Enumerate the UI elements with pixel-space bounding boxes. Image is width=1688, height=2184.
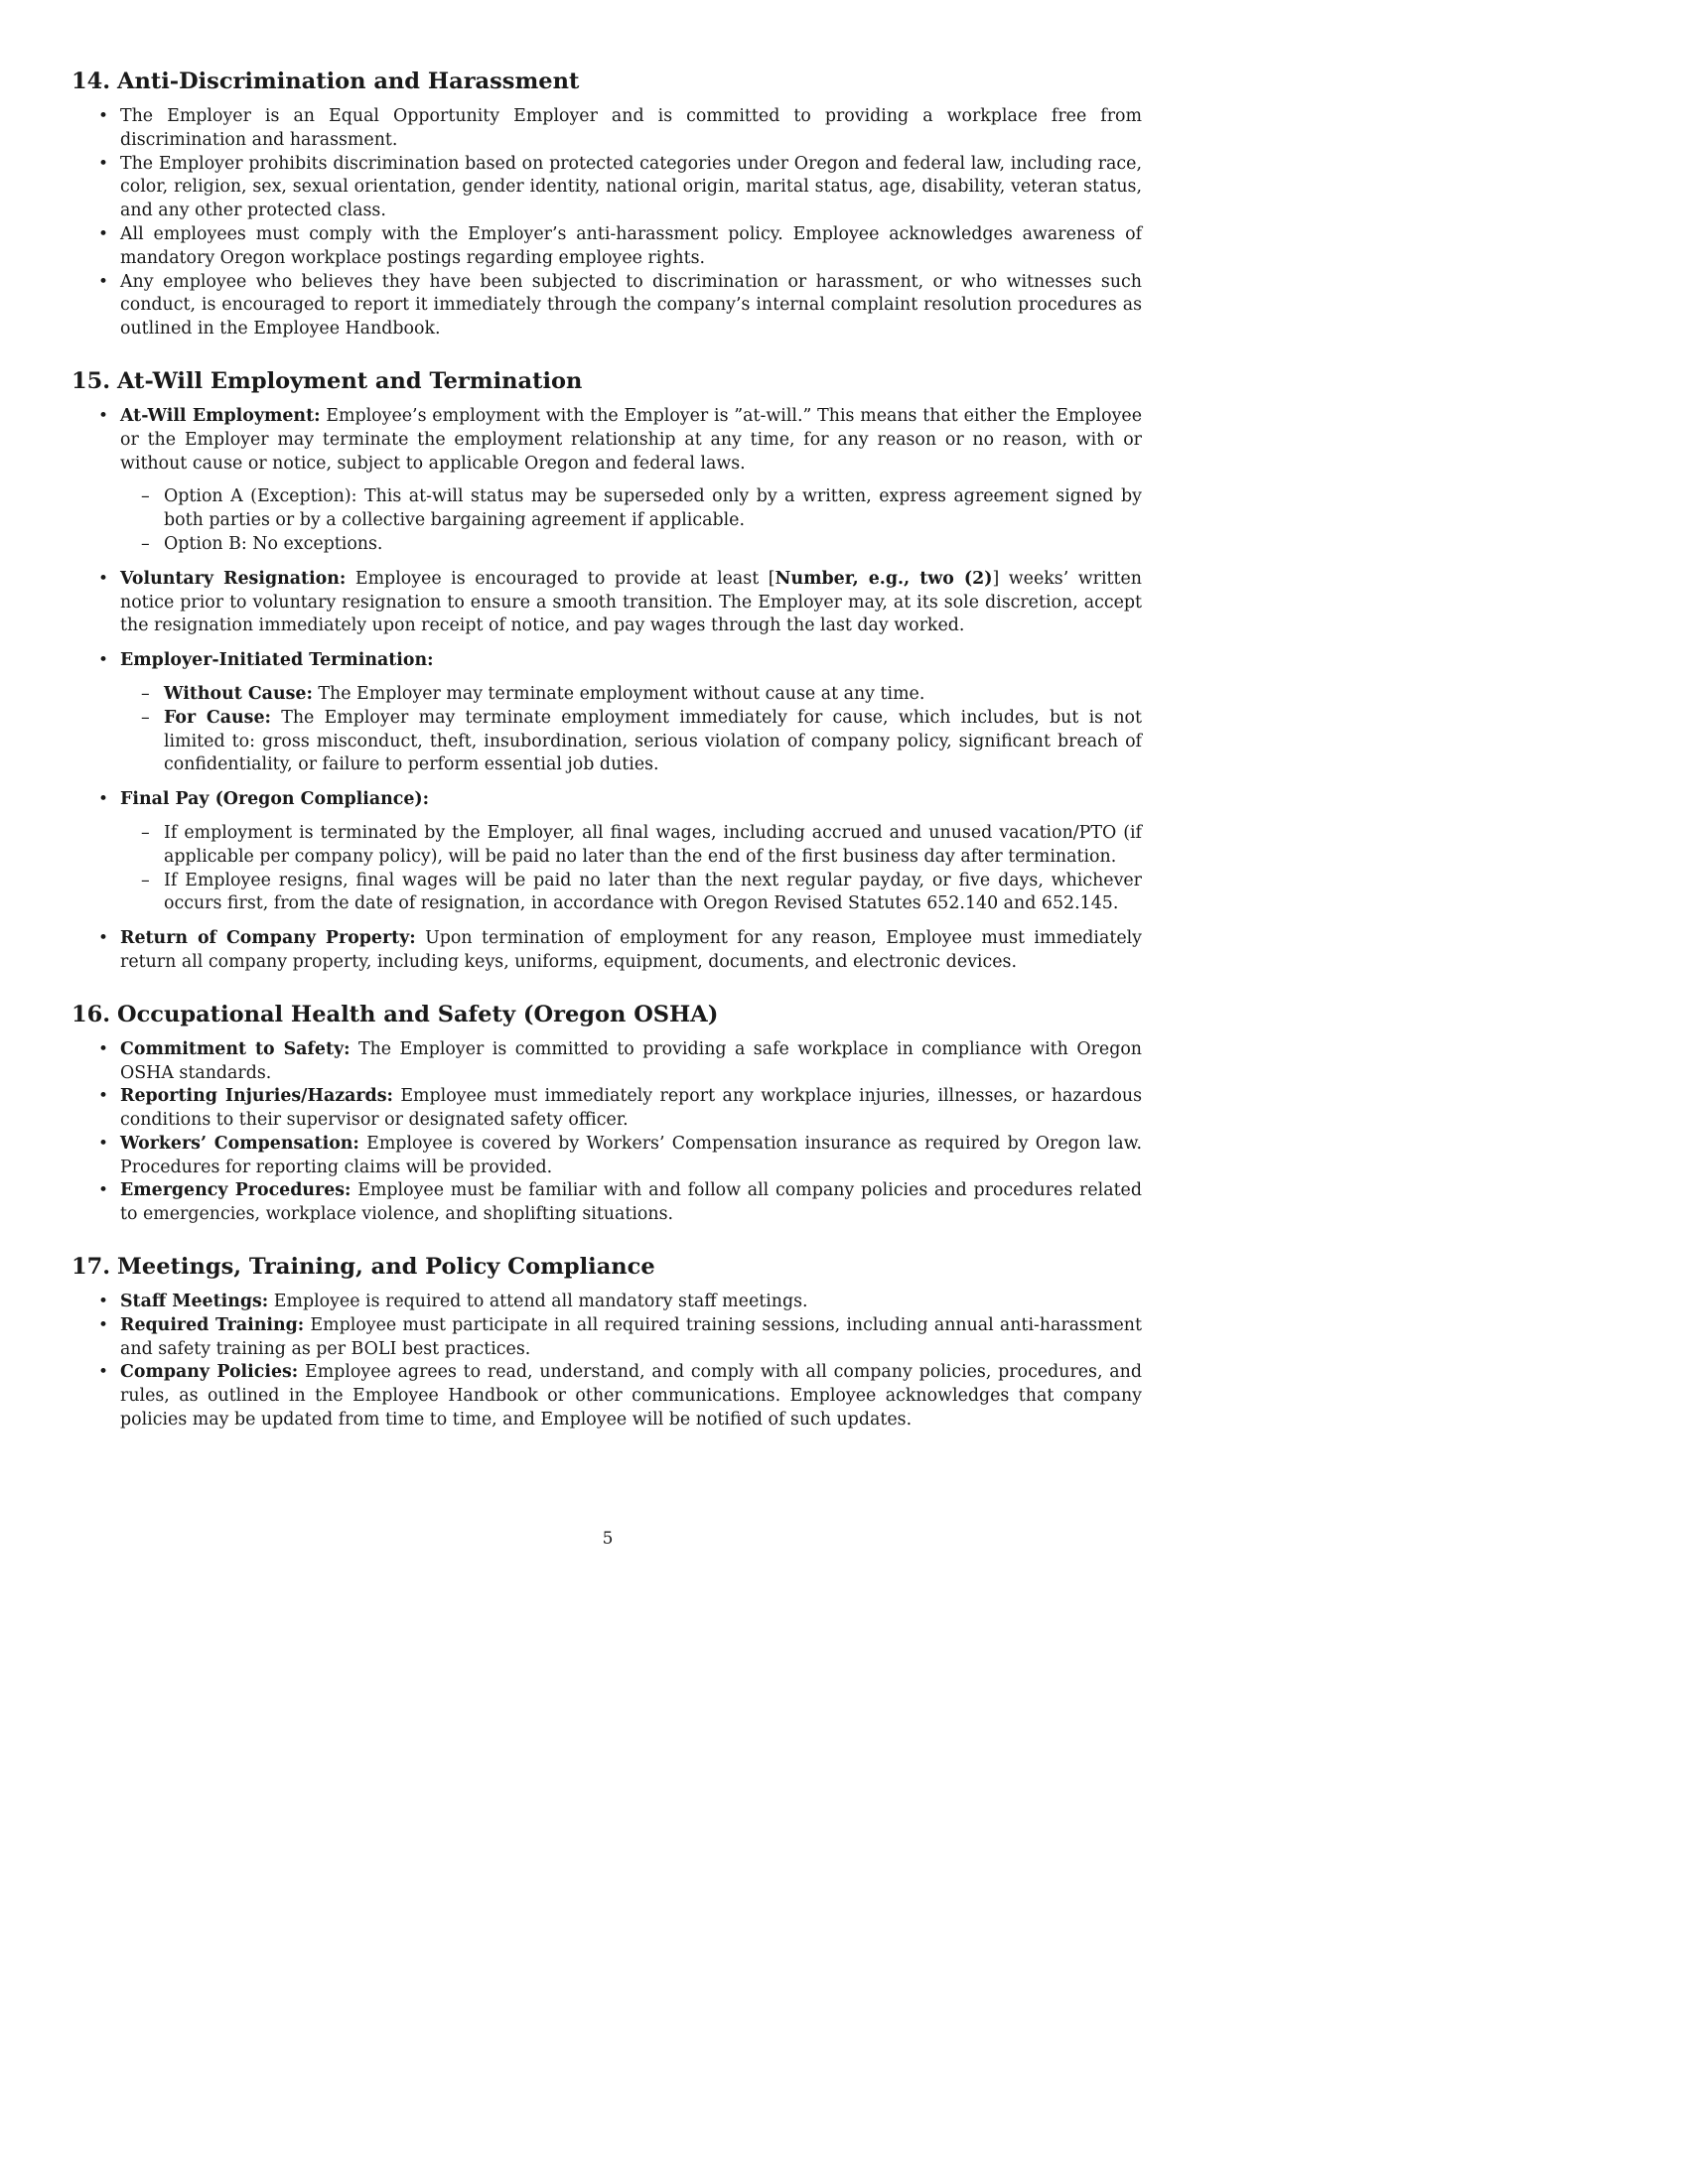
section-title: Meetings, Training, and Policy Compliance [117, 1254, 655, 1281]
section-number: 16. [71, 1001, 111, 1027]
section-title: Anti-Discrimination and Harassment [117, 68, 580, 94]
list-item: • All employees must comply with the Employer’s anti-harassment policy. Employee acknowledges awareness of mandatory Oregon workplace postings regarding employee rights. [71, 223, 1142, 271]
sub-list-item: – Option A (Exception): This at-will status may be superseded only by a written, express agreement signed by both parties or by a collective bargaining agreement if applicable. [120, 485, 1142, 533]
sub-list-item: – If Employee resigns, final wages will be paid no later than the next regular payday, or five days, whichever occurs first, from the date of resignation, in accordance with Oregon Revised Statutes 652.140 and 652.145. [120, 870, 1142, 917]
item-text: The Employer is committed to providing a safe workplace in compliance with Oregon OSHA standards. [120, 1038, 1142, 1083]
list-item: • Any employee who believes they have been subjected to discrimination or harassment, or who witnesses such conduct, is encouraged to report it immediately through the company’s internal complaint resolution procedures as outlined in the Employee Handbook. [71, 271, 1142, 341]
list-item [71, 1038, 1142, 1086]
item-label: Company Policies: [120, 1362, 299, 1383]
section-number: 17. [71, 1254, 111, 1281]
page-number: 5 [602, 1529, 614, 1549]
list-item: • The Employer prohibits discrimination based on protected categories under Oregon and federal law, including race, color, religion, sex, sexual orientation, gender identity, national origin, marital status, age, disability, veteran status, and any other protected class. [71, 153, 1142, 223]
section-14 [71, 66, 1142, 341]
item-text: Employee is encouraged to provide at least [ [346, 568, 775, 589]
item-text: Employee must participate in all required training sessions, including annual anti-harassment and safety training as per BOLI best practices. [120, 1314, 1142, 1359]
item-text: Employee agrees to read, understand, and comply with all company policies, procedures, and rules, as outlined in the Employee Handbook or other communications. Employee acknowledges that company policies may be updated from time to time, and Employee will be notified of such updates. [120, 1362, 1143, 1431]
sub-item-text: The Employer may terminate employment without cause at any time. [312, 683, 925, 704]
bullet-list [71, 1038, 1142, 1227]
list-item-employer-termination [71, 649, 1142, 777]
item-text: ] weeks’ written notice prior to voluntary resignation to ensure a smooth transition. The Employer may, at its sole discretion, accept the resignation immediately upon receipt of notice, and pay wages through the last day worked. [120, 568, 1143, 636]
bullet-list [71, 105, 1142, 341]
sub-list-item [120, 707, 1142, 777]
list-item [71, 1133, 1142, 1180]
item-text: Employee’s employment with the Employer is ”at-will.” This means that either the Employee or the Employer may terminate the employment relationship at any time, for any reason or no reason, with or without cause or notice, subject to applicable Oregon and federal laws. [120, 405, 1143, 474]
list-item [71, 1085, 1142, 1133]
document-page [71, 66, 1142, 1456]
section-15 [71, 365, 1142, 975]
item-text: Employee is covered by Workers’ Compensation insurance as required by Oregon law. Procedures for reporting claims will be provided. [120, 1133, 1142, 1177]
section-heading [71, 1251, 1142, 1283]
item-label: Workers’ Compensation: [120, 1133, 359, 1154]
bullet-list [71, 1291, 1142, 1433]
list-item [71, 1291, 1142, 1314]
item-text: Employee must be familiar with and follow all company policies and procedures related to emergencies, workplace violence, and shoplifting situations. [120, 1180, 1142, 1225]
section-number: 14. [71, 68, 111, 94]
sub-item-label: For Cause: [164, 707, 271, 728]
sub-list [120, 683, 1142, 777]
sub-item-label: Without Cause: [164, 683, 313, 704]
item-text: Employee must immediately report any workplace injuries, illnesses, or hazardous conditions to their supervisor or designated safety officer. [120, 1086, 1142, 1131]
item-label: Commitment to Safety: [120, 1038, 351, 1059]
item-label: Staff Meetings: [120, 1292, 269, 1312]
item-label: Employer-Initiated Termination: [120, 650, 434, 671]
item-label: Required Training: [120, 1314, 305, 1335]
section-heading [71, 365, 1142, 397]
item-label: Voluntary Resignation: [120, 568, 347, 589]
list-item [71, 1179, 1142, 1227]
list-item [71, 1314, 1142, 1362]
list-item-resignation [71, 568, 1142, 638]
placeholder-text: Number, e.g., two (2) [774, 568, 993, 589]
sub-list [120, 822, 1142, 916]
section-heading [71, 999, 1142, 1030]
item-label: Final Pay (Oregon Compliance): [120, 789, 430, 810]
list-item-at-will [71, 405, 1142, 557]
section-17 [71, 1251, 1142, 1433]
section-title: At-Will Employment and Termination [117, 367, 583, 394]
sub-list-item: – Option B: No exceptions. [120, 533, 1142, 557]
item-text: Employee is required to attend all mandatory staff meetings. [268, 1292, 808, 1312]
section-heading [71, 66, 1142, 97]
list-item-company-property [71, 927, 1142, 975]
section-16 [71, 999, 1142, 1227]
list-item-final-pay [71, 788, 1142, 916]
item-label: Reporting Injuries/Hazards: [120, 1086, 393, 1107]
item-text: Upon termination of employment for any reason, Employee must immediately return all company property, including keys, uniforms, equipment, documents, and electronic devices. [120, 928, 1142, 972]
sub-item-text: The Employer may terminate employment immediately for cause, which includes, but is not limited to: gross misconduct, theft, insubordination, serious violation of company policy, significant breach of confidentiality, or failure to perform essential job duties. [164, 707, 1142, 775]
bullet-list [71, 405, 1142, 975]
item-label: Emergency Procedures: [120, 1180, 352, 1201]
sub-list-item: – If employment is terminated by the Employer, all final wages, including accrued and unused vacation/PTO (if applicable per company policy), will be paid no later than the end of the first business day after termination. [120, 822, 1142, 870]
sub-list-item [120, 683, 1142, 707]
list-item: • The Employer is an Equal Opportunity Employer and is committed to providing a workplace free from discrimination and harassment. [71, 105, 1142, 153]
item-label: At-Will Employment: [120, 405, 321, 426]
section-title: Occupational Health and Safety (Oregon OSHA) [117, 1001, 719, 1027]
item-label: Return of Company Property: [120, 928, 416, 949]
list-item [71, 1361, 1142, 1432]
section-number: 15. [71, 367, 111, 394]
sub-list [120, 485, 1142, 556]
